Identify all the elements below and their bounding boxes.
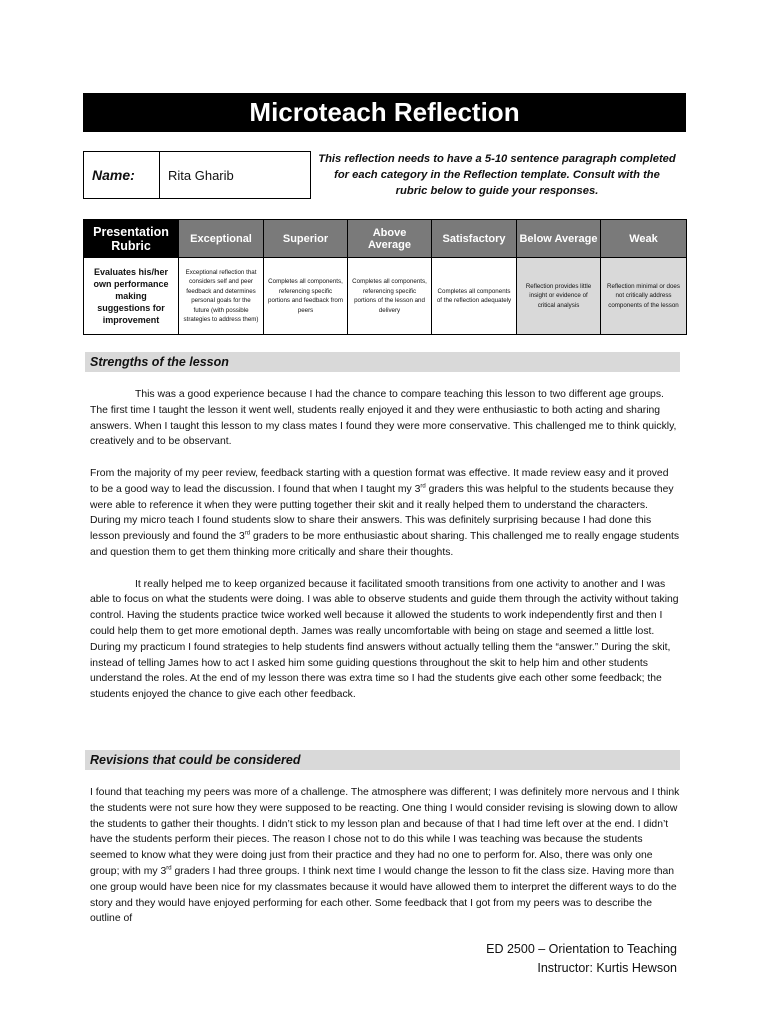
rubric-header-above-average: Above Average	[348, 220, 432, 258]
rubric-cell-satisfactory: Completes all components of the reflection adequately	[432, 258, 517, 335]
revisions-body	[90, 785, 680, 943]
revisions-p1-part-b: graders I had three groups. I think next time I would change the lesson to fit the class size. Having more than one group would have been nice for my classmates because it would have allowed them to interpret the different ways to do the story and they would have enjoyed performing for each other. Some feedback that I got from my peers was to describe the outline of	[90, 865, 677, 925]
strengths-paragraph-3: It really helped me to keep organized because it facilitated smooth transitions from one activity to another and I was able to focus on what the students were doing. I was able to observe students and guide them through the activity without taking control. Having the students practice twice worked well because it allowed the students to work independently first and then I could help them to get more emotional depth. James was really uncomfortable with being on stage and seemed a little lost. During my practicum I found strategies to help students find answers without actually telling them the “answer.” During the skit, instead of telling James how to act I asked him some guiding questions throughout the skit to help him and other students understand the roles. At the end of my lesson there was extra time so I had the students give each other some feedback; the students enjoyed the chance to give each other feedback.	[90, 578, 679, 701]
revisions-paragraph-1	[90, 785, 680, 927]
strengths-heading: Strengths of the lesson	[85, 352, 680, 372]
revisions-heading: Revisions that could be considered	[85, 750, 680, 770]
strengths-paragraph-2	[90, 466, 680, 561]
ordinal-suffix: rd	[420, 483, 426, 490]
strengths-p2-part-b: graders this was helpful to the students because they were able to reference it when they were putting together their skit and it really helped them to understand the characters. During my micro teach I found students slow to share their answers. This was definitely surprising because I had done this lesson previously and found the 3	[90, 483, 674, 543]
rubric-cell-exceptional: Exceptional reflection that considers self and peer feedback and determines personal goals for the future (with possible strategies to address them)	[179, 258, 264, 335]
rubric-header-below-average: Below Average	[517, 220, 601, 258]
rubric-header-superior: Superior	[264, 220, 348, 258]
rubric-header-row	[84, 220, 687, 258]
ordinal-suffix: rd	[244, 530, 251, 537]
instructions-text: This reflection needs to have a 5-10 sentence paragraph completed for each category in the Reflection template. Consult with the rubric below to guide your responses.	[318, 153, 676, 197]
strengths-body	[90, 387, 680, 719]
name-value: Rita Gharib	[168, 167, 234, 183]
rubric-cell-weak: Reflection minimal or does not critically address components of the lesson	[601, 258, 687, 335]
rubric-cell-superior: Completes all components, referencing specific portions and feedback from peers	[264, 258, 348, 335]
rubric-criterion: Evaluates his/her own performance making suggestions for improvement	[84, 258, 179, 335]
ordinal-suffix: rd	[166, 865, 172, 872]
rubric-header-satisfactory: Satisfactory	[432, 220, 517, 258]
revisions-p1-part-a: I found that teaching my peers was more of a challenge. The atmosphere was different; I was definitely more nervous and I think the students were not sure how they were supposed to be reacting. One thing I would consider revising is slowing down to allow the students to gather their thoughts. I didn’t stick to my lesson plan and because of that I had time left over at the end. I didn’t have the students perform their pieces. The reason I chose not to do this while I was teaching was because the students seemed to know what they were doing just from their practice and they had no one to perform for. Also, there was only one group; with my 3	[90, 787, 680, 877]
rubric-cell-above-average: Completes all components, referencing specific portions of the lesson and delivery	[348, 258, 432, 335]
name-label: Name:	[84, 152, 160, 198]
footer	[486, 940, 677, 978]
strengths-paragraph-1: This was a good experience because I had the chance to compare teaching this lesson to two different age groups. The first time I taught the lesson it went well, students really enjoyed it and they were enthusiastic to both acting and sharing answers. When I taught this lesson to my class mates I found they were more conservative. This challenged me to think quickly, creatively and to be observant.	[90, 389, 677, 448]
strengths-p2-part-c: graders to be more enthusiastic about sharing. This challenged me to really engage students and question them to get them thinking more critically and share their thoughts.	[90, 531, 680, 558]
rubric-row	[84, 258, 687, 335]
strengths-p2-part-a: From the majority of my peer review, feedback starting with a question format was effective. It made review easy and it proved to be a good way to lead the discussion. I found that when I taught my 3	[90, 467, 669, 495]
name-box	[83, 151, 311, 199]
rubric-table	[83, 219, 687, 335]
rubric-header-weak: Weak	[601, 220, 687, 258]
rubric-header-exceptional: Exceptional	[179, 220, 264, 258]
footer-instructor: Instructor: Kurtis Hewson	[537, 961, 677, 975]
rubric-header-presentation: Presentation Rubric	[84, 220, 179, 258]
page-title: Microteach Reflection	[83, 93, 686, 132]
rubric-cell-below-average: Reflection provides little insight or evidence of critical analysis	[517, 258, 601, 335]
footer-course: ED 2500 – Orientation to Teaching	[486, 942, 677, 956]
